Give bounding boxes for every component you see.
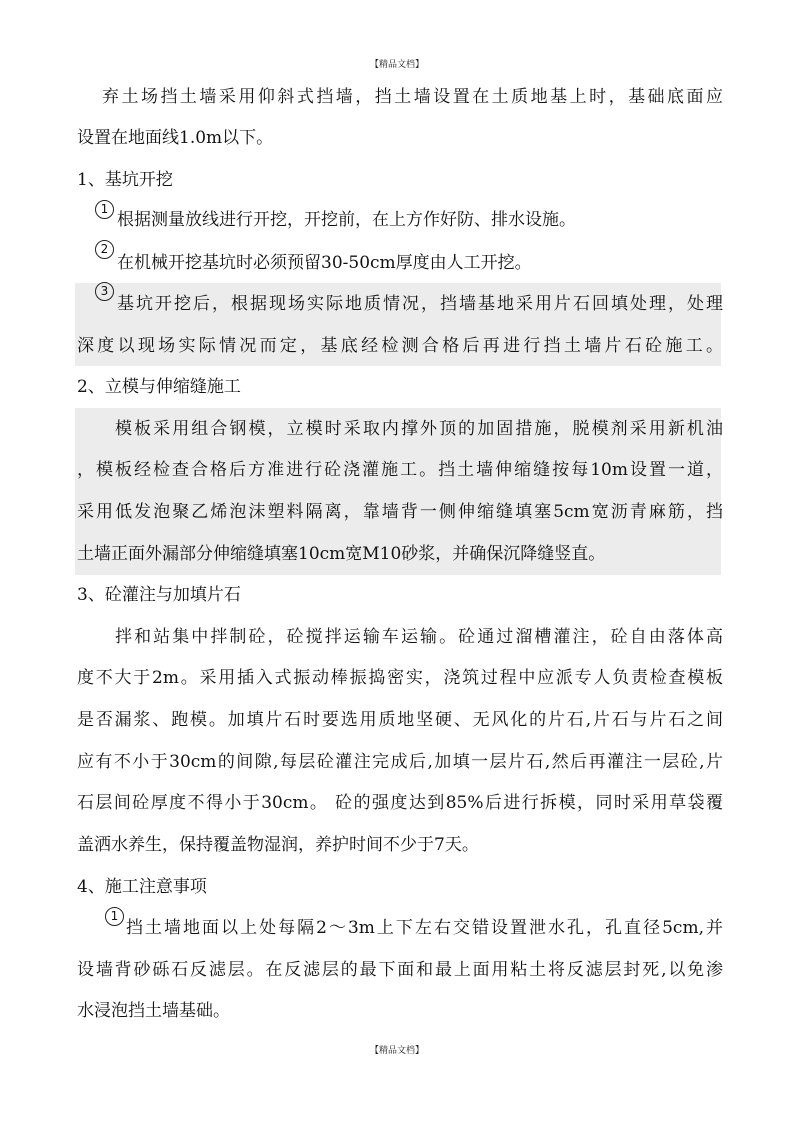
s1-item-3-line-2: 深度以现场实际情况而定，基底经检测合格后再进行挡土墙片石砼施工。 xyxy=(77,336,723,356)
circled-number-1-s4: 1 xyxy=(105,907,124,926)
s4-item-1-line-3: 水浸泡挡土墙基础。 xyxy=(77,1001,230,1021)
s2-line-1: 模板采用组合钢模，立模时采取内撑外顶的加固措施，脱模剂采用新机油 xyxy=(115,419,723,439)
s1-item-1-text: 根据测量放线进行开挖，开挖前，在上方作好防、排水设施。 xyxy=(117,210,576,230)
circled-number-3: 3 xyxy=(95,282,114,301)
s3-line-2: 度不大于2m。采用插入式振动棒振捣密实，浇筑过程中应派专人负责检查模板 xyxy=(77,668,723,688)
section-4-heading: 4、施工注意事项 xyxy=(77,877,207,897)
s1-item-3-line-1: 基坑开挖后，根据现场实际地质情况，挡墙基地采用片石回填处理，处理 xyxy=(117,294,723,314)
intro-line-1: 弃土场挡土墙采用仰斜式挡墙，挡土墙设置在土质地基上时，基础底面应 xyxy=(102,87,723,107)
s4-item-1-line-1: 挡土墙地面以上处每隔2～3m上下左右交错设置泄水孔，孔直径5cm,并 xyxy=(126,918,723,938)
section-2-heading: 2、立模与伸缩缝施工 xyxy=(77,377,241,397)
s3-line-5: 石层间砼厚度不得小于30cm。 砼的强度达到85%后进行拆模，同时采用草袋覆 xyxy=(77,793,723,813)
s2-line-4: 土墙正面外漏部分伸缩缝填塞10cm宽M10砂浆，并确保沉降缝竖直。 xyxy=(77,544,606,564)
s3-line-4: 应有不小于30cm的间隙,每层砼灌注完成后,加填一层片石,然后再灌注一层砼,片 xyxy=(77,752,723,772)
s3-line-6: 盖洒水养生，保持覆盖物湿润，养护时间不少于7天。 xyxy=(77,835,479,855)
s4-item-1-line-2: 设墙背砂砾石反滤层。在反滤层的最下面和最上面用粘土将反滤层封死,以免渗 xyxy=(77,960,723,980)
circled-number-1: 1 xyxy=(95,200,114,219)
s3-line-3: 是否漏浆、跑模。加填片石时要选用质地坚硬、无风化的片石,片石与片石之间 xyxy=(77,710,723,730)
s2-line-2: ，模板经检查合格后方准进行砼浇灌施工。挡土墙伸缩缝按每10m设置一道， xyxy=(77,460,723,480)
intro-line-2: 设置在地面线1.0m以下。 xyxy=(77,128,274,148)
page-header-tag: 【精品文档】 xyxy=(369,60,424,70)
s3-line-1: 拌和站集中拌制砼，砼搅拌运输车运输。砼通过溜槽灌注，砼自由落体高 xyxy=(115,627,723,647)
s2-line-3: 采用低发泡聚乙烯泡沫塑料隔离，靠墙背一侧伸缩缝填塞5cm宽沥青麻筋，挡 xyxy=(77,502,723,522)
section-1-heading: 1、基坑开挖 xyxy=(77,170,173,190)
section-3-heading: 3、砼灌注与加填片石 xyxy=(77,585,241,605)
circled-number-2: 2 xyxy=(95,240,114,259)
s1-item-2-text: 在机械开挖基坑时必须预留30-50cm厚度由人工开挖。 xyxy=(117,253,532,273)
page-footer-tag: 【精品文档】 xyxy=(369,1046,424,1056)
